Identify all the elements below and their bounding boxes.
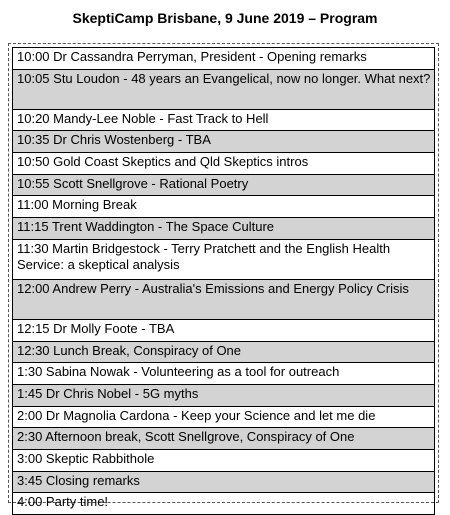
program-item-text: 11:00 Morning Break <box>13 196 435 218</box>
page-title: SkeptiCamp Brisbane, 9 June 2019 – Program <box>72 10 378 26</box>
program-item-text: 12:00 Andrew Perry - Australia's Emissions and Energy Policy Crisis <box>13 279 435 319</box>
program-row <box>13 69 435 109</box>
program-item-text: 10:55 Scott Snellgrove - Rational Poetry <box>13 174 435 196</box>
program-row <box>13 363 435 385</box>
program-row <box>13 48 435 70</box>
program-row <box>13 174 435 196</box>
program-row <box>13 196 435 218</box>
program-row <box>13 384 435 406</box>
program-item-text: 4:00 Party time! <box>13 493 435 515</box>
program-row <box>13 341 435 363</box>
program-item-text: 10:20 Mandy-Lee Noble - Fast Track to Hell <box>13 109 435 131</box>
program-item-text: 10:50 Gold Coast Skeptics and Qld Skeptics intros <box>13 153 435 175</box>
program-table <box>12 47 435 515</box>
program-item-text: 1:30 Sabina Nowak - Volunteering as a tool for outreach <box>13 363 435 385</box>
program-row <box>13 279 435 319</box>
program-row <box>13 153 435 175</box>
program-row <box>13 239 435 279</box>
program-item-text: 2:30 Afternoon break, Scott Snellgrove, Conspiracy of One <box>13 428 435 450</box>
program-item-text: 11:15 Trent Waddington - The Space Culture <box>13 218 435 240</box>
program-row <box>13 406 435 428</box>
program-item-text: 12:15 Dr Molly Foote - TBA <box>13 319 435 341</box>
program-item-text: 2:00 Dr Magnolia Cardona - Keep your Science and let me die <box>13 406 435 428</box>
program-row <box>13 131 435 153</box>
program-item-text: 10:05 Stu Loudon - 48 years an Evangelical, now no longer. What next? <box>13 69 435 109</box>
program-row <box>13 428 435 450</box>
program-row <box>13 471 435 493</box>
program-item-text: 10:35 Dr Chris Wostenberg - TBA <box>13 131 435 153</box>
program-row <box>13 218 435 240</box>
program-item-text: 1:45 Dr Chris Nobel - 5G myths <box>13 384 435 406</box>
program-item-text: 3:00 Skeptic Rabbithole <box>13 449 435 471</box>
program-item-text: 10:00 Dr Cassandra Perryman, President - Opening remarks <box>13 48 435 70</box>
program-item-text: 3:45 Closing remarks <box>13 471 435 493</box>
program-row <box>13 493 435 515</box>
program-item-text: 11:30 Martin Bridgestock - Terry Pratchett and the English Health Service: a skeptical analysis <box>13 239 435 279</box>
program-row <box>13 319 435 341</box>
program-row <box>13 109 435 131</box>
program-table-body <box>13 48 435 515</box>
program-item-text: 12:30 Lunch Break, Conspiracy of One <box>13 341 435 363</box>
program-row <box>13 449 435 471</box>
